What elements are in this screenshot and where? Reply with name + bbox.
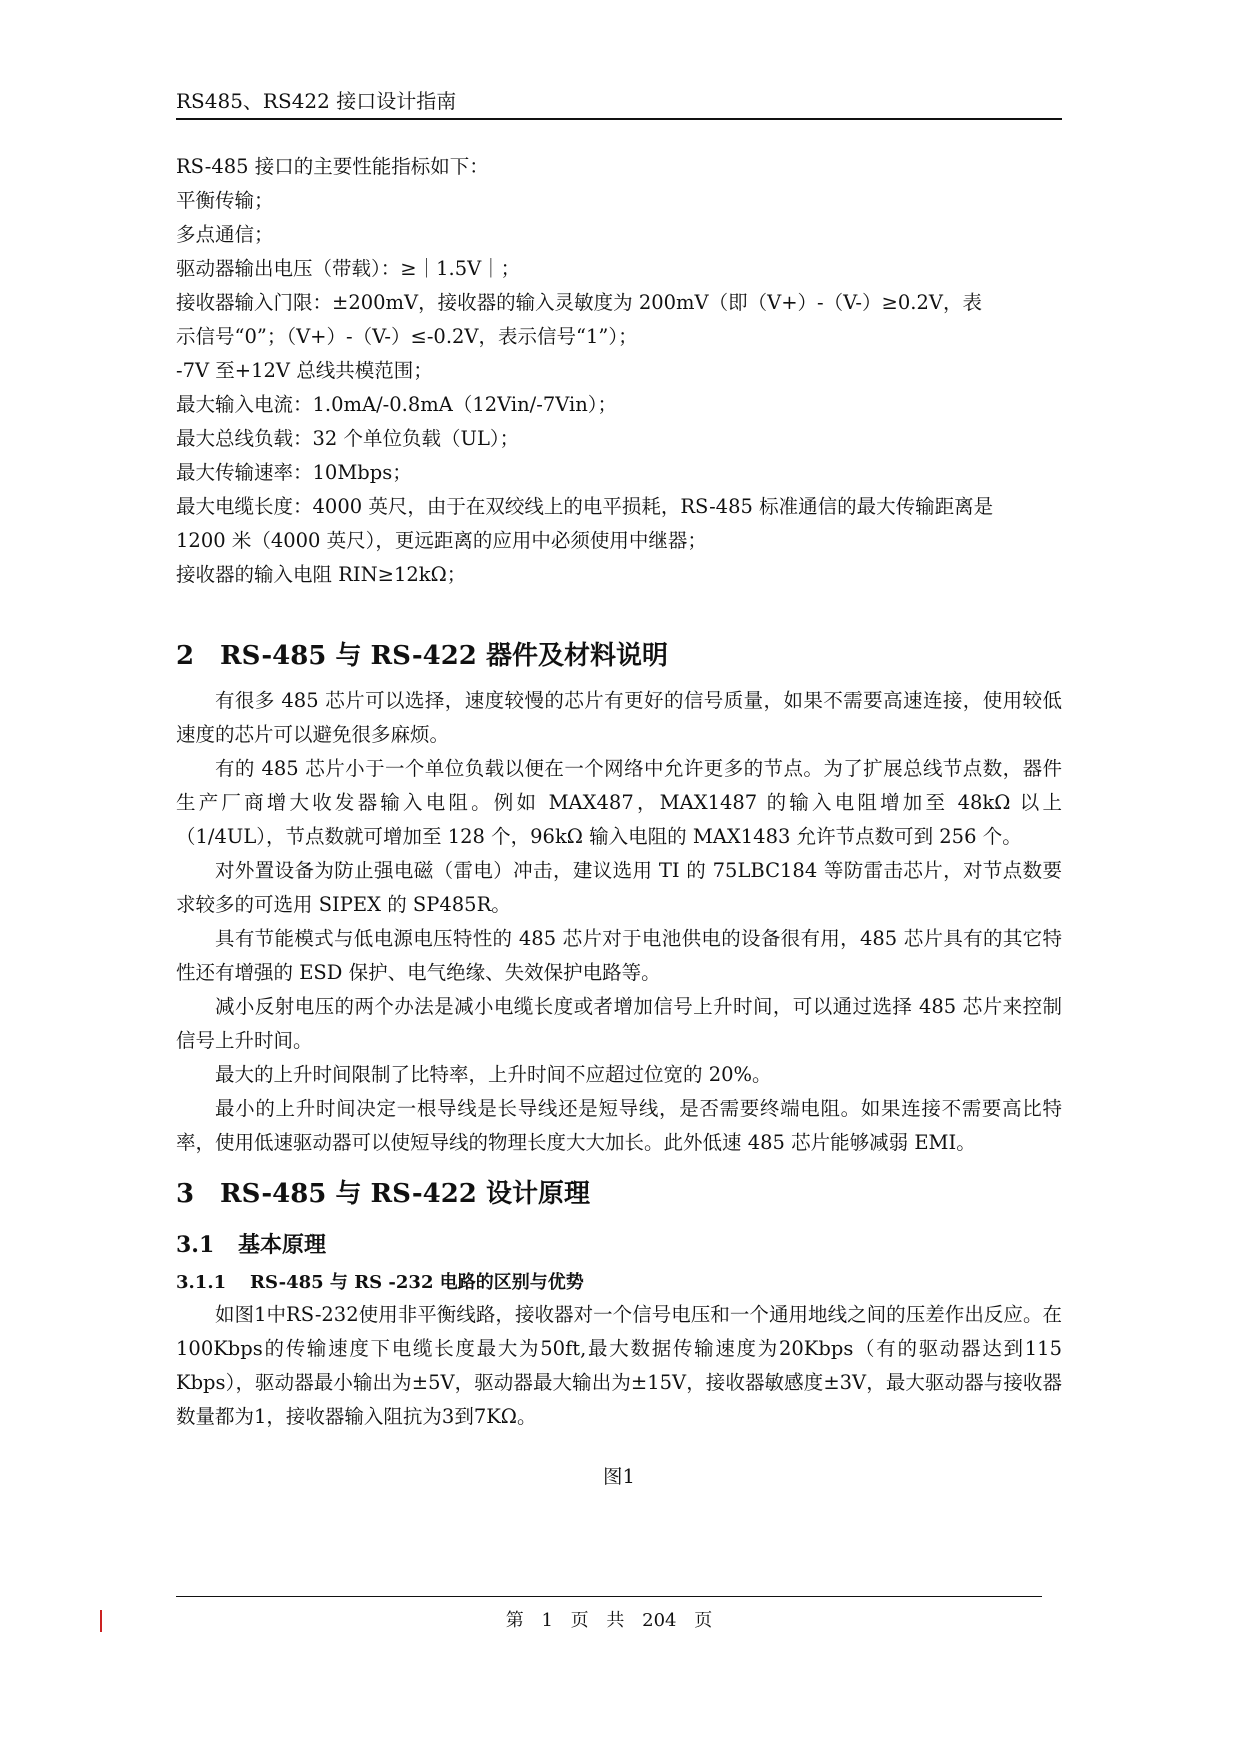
section-number: 3 <box>176 1179 195 1209</box>
spec-line: 最大传输速率：10Mbps； <box>176 461 412 484</box>
spec-line: 示信号“0”；（V+）-（V-）≤-0.2V，表示信号“1”）； <box>176 325 638 348</box>
spec-line: 接收器输入门限：±200mV，接收器的输入灵敏度为 200mV（即（V+）-（V-）≥0.2V，表 <box>176 291 982 314</box>
spec-line: 多点通信； <box>176 223 274 246</box>
section-2-body <box>176 684 1062 1160</box>
total-page-count: 204 <box>642 1610 677 1631</box>
section-number: 2 <box>176 641 195 671</box>
footer-label: 共 <box>606 1610 625 1631</box>
section-title: RS-485 与 RS-422 器件及材料说明 <box>220 641 668 671</box>
section-3-1-1-heading <box>176 1268 1062 1298</box>
spec-line: RS-485 接口的主要性能指标如下： <box>176 155 489 178</box>
spec-line: 最大总线负载：32 个单位负载（UL）； <box>176 427 520 450</box>
footer-label: 第 <box>505 1610 524 1631</box>
spec-line: 1200 米（4000 英尺），更远距离的应用中必须使用中继器； <box>176 529 707 552</box>
spec-line: 平衡传输； <box>176 189 274 212</box>
spec-list <box>176 150 1062 592</box>
page-footer <box>176 1606 1042 1636</box>
section-title: 基本原理 <box>238 1232 327 1258</box>
paragraph: 有的 485 芯片小于一个单位负载以便在一个网络中允许更多的节点。为了扩展总线节点数，器件生产厂商增大收发器输入电阻。例如 MAX487，MAX1487 的输入电阻增加至 48kΩ 以上（1/4UL），节点数就可增加至 128 个，96kΩ 输入电阻的 MAX1483 允许节点数可到 256 个。 <box>176 757 1062 848</box>
revision-change-bar <box>100 1610 102 1632</box>
section-3-1-1-body <box>176 1298 1062 1434</box>
running-header: RS485、RS422 接口设计指南 <box>176 89 457 113</box>
spec-line: -7V 至+12V 总线共模范围； <box>176 359 433 382</box>
footer-label: 页 <box>694 1610 713 1631</box>
spec-line: 最大电缆长度：4000 英尺，由于在双绞线上的电平损耗，RS-485 标准通信的最大传输距离是 <box>176 495 994 518</box>
figure-caption: 图1 <box>603 1465 635 1488</box>
section-title: RS-485 与 RS -232 电路的区别与优势 <box>250 1272 584 1293</box>
paragraph: 最大的上升时间限制了比特率，上升时间不应超过位宽的 20%。 <box>215 1063 772 1086</box>
paragraph: 具有节能模式与低电源电压特性的 485 芯片对于电池供电的设备很有用，485 芯片具有的其它特性还有增强的 ESD 保护、电气绝缘、失效保护电路等。 <box>176 927 1062 984</box>
page-content <box>176 150 1062 1494</box>
section-number: 3.1 <box>176 1232 215 1258</box>
section-3-heading <box>176 1174 1062 1214</box>
section-title: RS-485 与 RS-422 设计原理 <box>220 1179 590 1209</box>
current-page-number: 1 <box>541 1610 553 1631</box>
spec-line: 驱动器输出电压（带载）：≥｜1.5V｜； <box>176 257 521 280</box>
paragraph: 减小反射电压的两个办法是减小电缆长度或者增加信号上升时间，可以通过选择 485 芯片来控制信号上升时间。 <box>176 995 1062 1052</box>
paragraph: 有很多 485 芯片可以选择，速度较慢的芯片有更好的信号质量，如果不需要高速连接，使用较低速度的芯片可以避免很多麻烦。 <box>176 689 1062 746</box>
header-rule <box>176 118 1062 120</box>
footer-rule <box>176 1596 1042 1597</box>
paragraph: 最小的上升时间决定一根导线是长导线还是短导线，是否需要终端电阻。如果连接不需要高比特率，使用低速驱动器可以使短导线的物理长度大大加长。此外低速 485 芯片能够减弱 EMI。 <box>176 1097 1062 1154</box>
section-3-1-heading <box>176 1228 1062 1262</box>
paragraph: 对外置设备为防止强电磁（雷电）冲击，建议选用 TI 的 75LBC184 等防雷击芯片，对节点数要求较多的可选用 SIPEX 的 SP485R。 <box>176 859 1062 916</box>
spec-line: 最大输入电流：1.0mA/-0.8mA（12Vin/-7Vin）； <box>176 393 618 416</box>
section-2-heading <box>176 636 1062 676</box>
section-number: 3.1.1 <box>176 1272 227 1293</box>
paragraph: 如图1中RS-232使用非平衡线路，接收器对一个信号电压和一个通用地线之间的压差作出反应。在100Kbps的传输速度下电缆长度最大为50ft,最大数据传输速度为20Kbps（有的驱动器达到115 Kbps），驱动器最小输出为±5V，驱动器最大输出为±15V，接收器敏感度±3V，最大驱动器与接收器数量都为1，接收器输入阻抗为3到7KΩ。 <box>176 1303 1062 1428</box>
footer-label: 页 <box>570 1610 589 1631</box>
spec-line: 接收器的输入电阻 RIN≥12kΩ； <box>176 563 467 586</box>
